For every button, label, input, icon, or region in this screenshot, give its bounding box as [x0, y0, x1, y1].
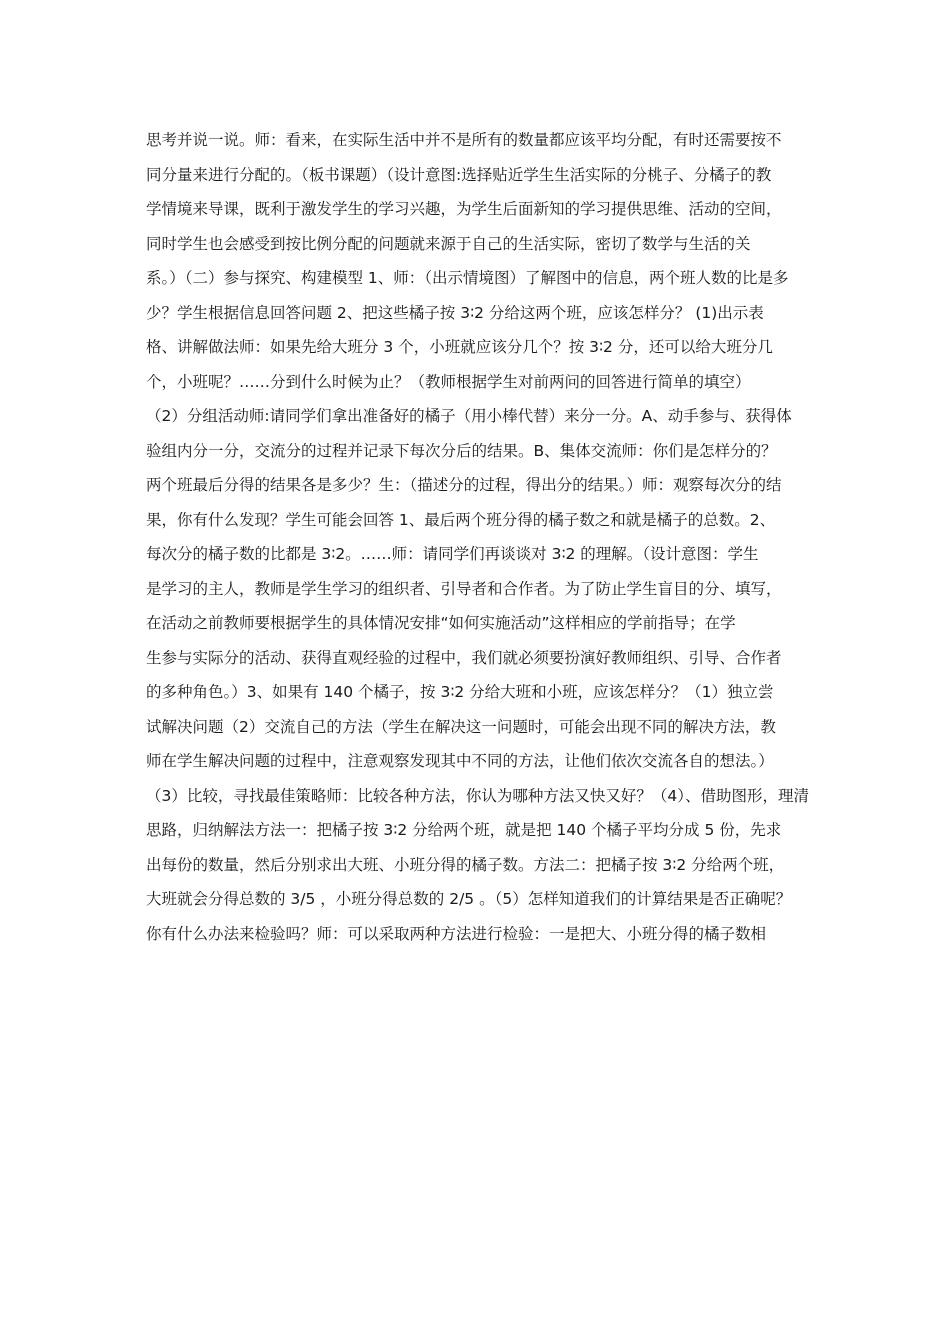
text-line: 个，小班呢？……分到什么时候为止？（教师根据学生对前两问的回答进行简单的填空） — [146, 372, 751, 391]
text-line: 少？学生根据信息回答问题 2、把这些橘子按 3∶2 分给这两个班，应该怎样分？ (1)出示表 — [146, 303, 764, 322]
text-line: 生参与实际分的活动、获得直观经验的过程中，我们就必须要扮演好教师组织、引导、合作者 — [146, 648, 782, 667]
text-line: （3）比较，寻找最佳策略师：比较各种方法，你认为哪种方法又快又好？（4）、借助图形，理清 — [146, 786, 809, 805]
text-line: 同时学生也会感受到按比例分配的问题就来源于自己的生活实际，密切了数学与生活的关 — [146, 234, 751, 253]
text-line: 是学习的主人，教师是学生学习的组织者、引导者和合作者。为了防止学生盲目的分、填写， — [146, 579, 782, 598]
text-line: 格、讲解做法师：如果先给大班分 3 个，小班就应该分几个？按 3∶2 分，还可以给大班分几 — [146, 338, 773, 356]
text-line: 同分量来进行分配的。（板书课题）（设计意图:选择贴近学生生活实际的分桃子、分橘子的教 — [146, 165, 772, 184]
body-text — [146, 123, 836, 951]
text-line: 果，你有什么发现？学生可能会回答 1、最后两个班分得的橘子数之和就是橘子的总数。2、 — [146, 510, 776, 529]
text-line: 的多种角色。）3、如果有 140 个橘子，按 3∶2 分给大班和小班，应该怎样分？（1）独立尝 — [146, 683, 774, 701]
text-line: 思考并说一说。师：看来，在实际生活中并不是所有的数量都应该平均分配，有时还需要按不 — [146, 131, 782, 149]
text-line: 验组内分一分，交流分的过程并记录下每次分后的结果。B、集体交流师：你们是怎样分的？ — [146, 441, 777, 460]
text-line: 你有什么办法来检验吗？师：可以采取两种方法进行检验：一是把大、小班分得的橘子数相 — [146, 924, 767, 943]
text-line: 系。）（二）参与探究、构建模型 1、师：（出示情境图）了解图中的信息，两个班人数的比是多 — [146, 269, 789, 287]
text-line: 在活动之前教师要根据学生的具体情况安排“如何实施活动”这样相应的学前指导；在学 — [146, 614, 736, 632]
text-line: 学情境来导课，既利于激发学生的学习兴趣，为学生后面新知的学习提供思维、活动的空间， — [146, 200, 782, 218]
text-line: 大班就会分得总数的 3/5 ，小班分得总数的 2/5 。（5）怎样知道我们的计算结果是否正确呢？ — [146, 890, 792, 908]
text-line: 试解决问题（2）交流自己的方法（学生在解决这一问题时，可能会出现不同的解决方法，教 — [146, 717, 776, 736]
text-line: 师在学生解决问题的过程中，注意观察发现其中不同的方法，让他们依次交流各自的想法。） — [146, 752, 774, 770]
text-line: （2）分组活动师:请同学们拿出准备好的橘子（用小棒代替）来分一分。A、动手参与、获得体 — [146, 407, 792, 425]
text-line: 出每份的数量，然后分别求出大班、小班分得的橘子数。方法二：把橘子按 3∶2 分给两个班， — [146, 855, 785, 874]
text-line: 思路，归纳解法方法一：把橘子按 3∶2 分给两个班，就是把 140 个橘子平均分成 5 份，先求 — [146, 821, 782, 839]
text-line: 两个班最后分得的结果各是多少？生：（描述分的过程，得出分的结果。）师：观察每次分的结 — [146, 476, 782, 494]
text-line: 每次分的橘子数的比都是 3∶2。……师：请同学们再谈谈对 3∶2 的理解。（设计意图：学生 — [146, 545, 759, 563]
